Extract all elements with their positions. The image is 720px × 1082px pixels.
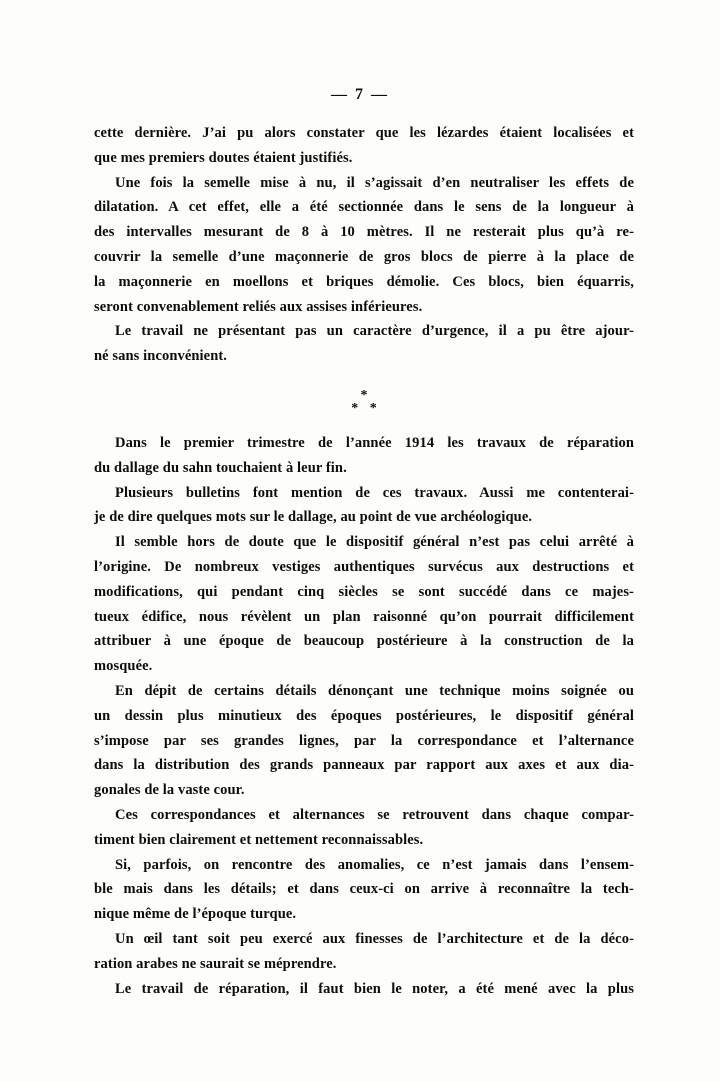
text-line: tueux édifice, nous révèlent un plan raisonné qu’on pourrait difficilement [94,608,634,625]
text-line: modifications, qui pendant cinq siècles se sont succédé dans ce majes- [94,583,634,600]
page-body [94,121,634,1001]
text-line: Si, parfois, on rencontre des anomalies, ce n’est jamais dans l’ensem- [115,856,634,873]
text-line: né sans inconvénient. [94,348,228,365]
asterism-separator [94,369,634,431]
text-line: Dans le premier trimestre de l’année 1914 les travaux de réparation [115,434,634,451]
text-line: l’origine. De nombreux vestiges authentiques survécus aux destructions et [94,558,634,575]
text-line: nique même de l’époque turque. [94,906,297,923]
text-line: s’impose par ses grandes lignes, par la correspondance et l’alternance [94,732,634,749]
text-line: des intervalles mesurant de 8 à 10 mètres. Il ne resterait plus qu’à re- [94,224,634,241]
page-number: — 7 — [331,86,389,103]
text-line: Il semble hors de doute que le dispositif général n’est pas celui arrêté à [115,534,634,551]
asterisk-top: * [360,388,368,404]
text-line: Une fois la semelle mise à nu, il s’agissait d’en neutraliser les effets de [115,174,634,191]
text-line: je de dire quelques mots sur le dallage, au point de vue archéologique. [94,509,533,526]
text-line: couvrir la semelle d’une maçonnerie de gros blocs de pierre à la place de [94,248,634,265]
text-line: mosquée. [94,658,153,675]
text-line: ration arabes ne saurait se méprendre. [94,955,337,972]
text-line: En dépit de certains détails dénonçant une technique moins soignée ou [115,682,634,699]
text-line: que mes premiers doutes étaient justifiés. [94,149,353,166]
text-line: Ces correspondances et alternances se retrouvent dans chaque compar- [115,806,634,823]
text-line: un dessin plus minutieux des époques postérieures, le dispositif général [94,707,634,724]
asterisk-bottom-pair: * * [351,401,377,417]
text-line: la maçonnerie en moellons et briques démolie. Ces blocs, bien équarris, [94,273,634,290]
text-line: attribuer à une époque de beaucoup postérieure à la construction de la [94,633,634,650]
text-line: dilatation. A cet effet, elle a été sectionnée dans le sens de la longueur à [94,199,634,216]
text-line: Le travail de réparation, il faut bien le noter, a été mené avec la plus [115,980,634,997]
text-line: Le travail ne présentant pas un caractère d’urgence, il a pu être ajour- [115,323,634,340]
text-line: gonales de la vaste cour. [94,782,245,799]
text-line: timent bien clairement et nettement reconnaissables. [94,831,424,848]
text-line: seront convenablement reliés aux assises inférieures. [94,298,423,315]
text-line: cette dernière. J’ai pu alors constater que les lézardes étaient localisées et [94,125,634,141]
text-line: du dallage du sahn touchaient à leur fin. [94,459,347,476]
text-line: Plusieurs bulletins font mention de ces travaux. Aussi me contenterai- [115,484,634,501]
text-line: dans la distribution des grands panneaux par rapport aux axes et aux dia- [94,757,634,774]
text-line: Un œil tant soit peu exercé aux finesses de l’architecture et de la déco- [115,930,634,947]
text-line: ble mais dans les détails; et dans ceux-ci on arrive à reconnaître la tech- [94,881,634,898]
